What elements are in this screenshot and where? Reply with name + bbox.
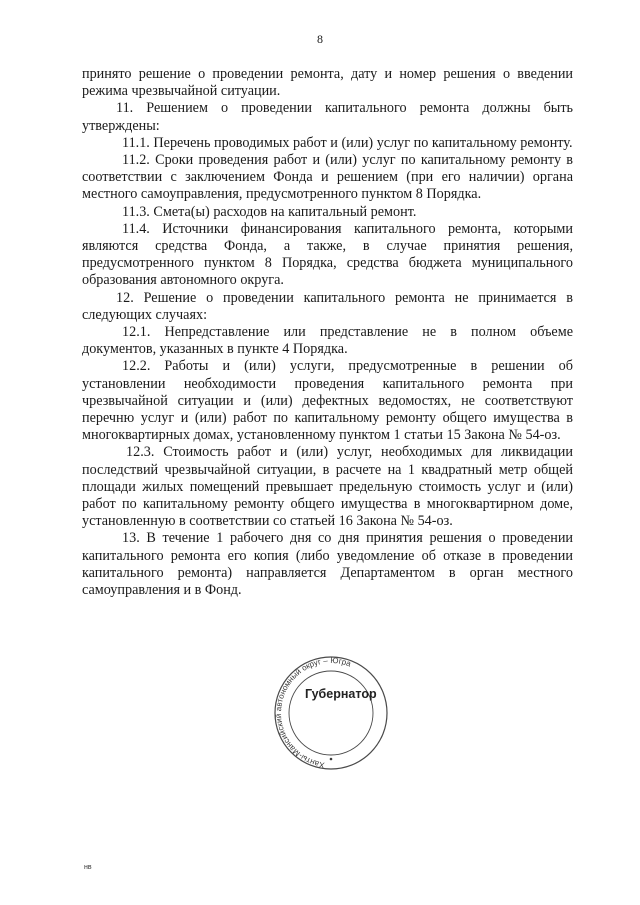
document-body bbox=[82, 66, 573, 599]
paragraph-11: 11. Решением о проведении капитального ремонта должны быть утверждены: bbox=[82, 100, 573, 134]
paragraph-11-1: 11.1. Перечень проводимых работ и (или) услуг по капитальному ремонту. bbox=[122, 134, 573, 151]
page-number: 8 bbox=[317, 32, 323, 46]
seal-ring-text: Ханты-Мансийский автономный округ – Югра bbox=[274, 655, 353, 770]
paragraph-11-2: 11.2. Сроки проведения работ и (или) услуг по капитальному ремонту в соответствии с заключением Фонда и решением (при его наличии) органа местного самоуправления, предусмотренного пунктом 8 Порядка. bbox=[82, 152, 573, 203]
paragraph-12-1: 12.1. Непредставление или представление не в полном объеме документов, указанных в пункте 4 Порядка. bbox=[82, 324, 573, 358]
paragraph-11-4: 11.4. Источники финансирования капитального ремонта, которыми являются средства Фонда, а также, в случае принятия решения, предусмотренного пунктом 8 Порядка, средства бюджета муниципального образования автономного округа. bbox=[82, 220, 573, 289]
seal-dot bbox=[330, 758, 333, 761]
seal-label-governor: Губернатор bbox=[305, 687, 377, 701]
official-seal-stamp bbox=[262, 655, 400, 775]
paragraph-13: 13. В течение 1 рабочего дня со дня принятия решения о проведении капитального ремонта его копия (либо уведомление об отказе в проведении капитального ремонта) направляется Департаментом в орган местного самоуправления и в Фонд. bbox=[82, 530, 573, 599]
seal-inner-ring bbox=[289, 671, 373, 755]
paragraph-12: 12. Решение о проведении капитального ремонта не принимается в следующих случаях: bbox=[82, 289, 573, 323]
footer-code: нв bbox=[84, 864, 92, 871]
paragraph-continuation: принято решение о проведении ремонта, дату и номер решения о введении режима чрезвычайной ситуации. bbox=[82, 66, 573, 100]
paragraph-12-2: 12.2. Работы и (или) услуги, предусмотренные в решении об установлении необходимости проведения капитального ремонта при чрезвычайной ситуации и (или) дефектных ведомостях, не соответствуют перечню услуг и (или) работ по капитальному ремонту общего имущества в многоквартирных домах, установленному пунктом 1 статьи 15 Закона № 54-оз. bbox=[82, 358, 573, 444]
paragraph-12-3: 12.3. Стоимость работ и (или) услуг, необходимых для ликвидации последствий чрезвычайной ситуации, в расчете на 1 квадратный метр общей площади жилых помещений превышает предельную стоимость услуг и (или) работ по капитальному ремонту общего имущества в многоквартирном доме, установленную в соответствии со статьей 16 Закона № 54-оз. bbox=[82, 444, 573, 530]
paragraph-11-3: 11.3. Смета(ы) расходов на капитальный ремонт. bbox=[122, 203, 417, 220]
